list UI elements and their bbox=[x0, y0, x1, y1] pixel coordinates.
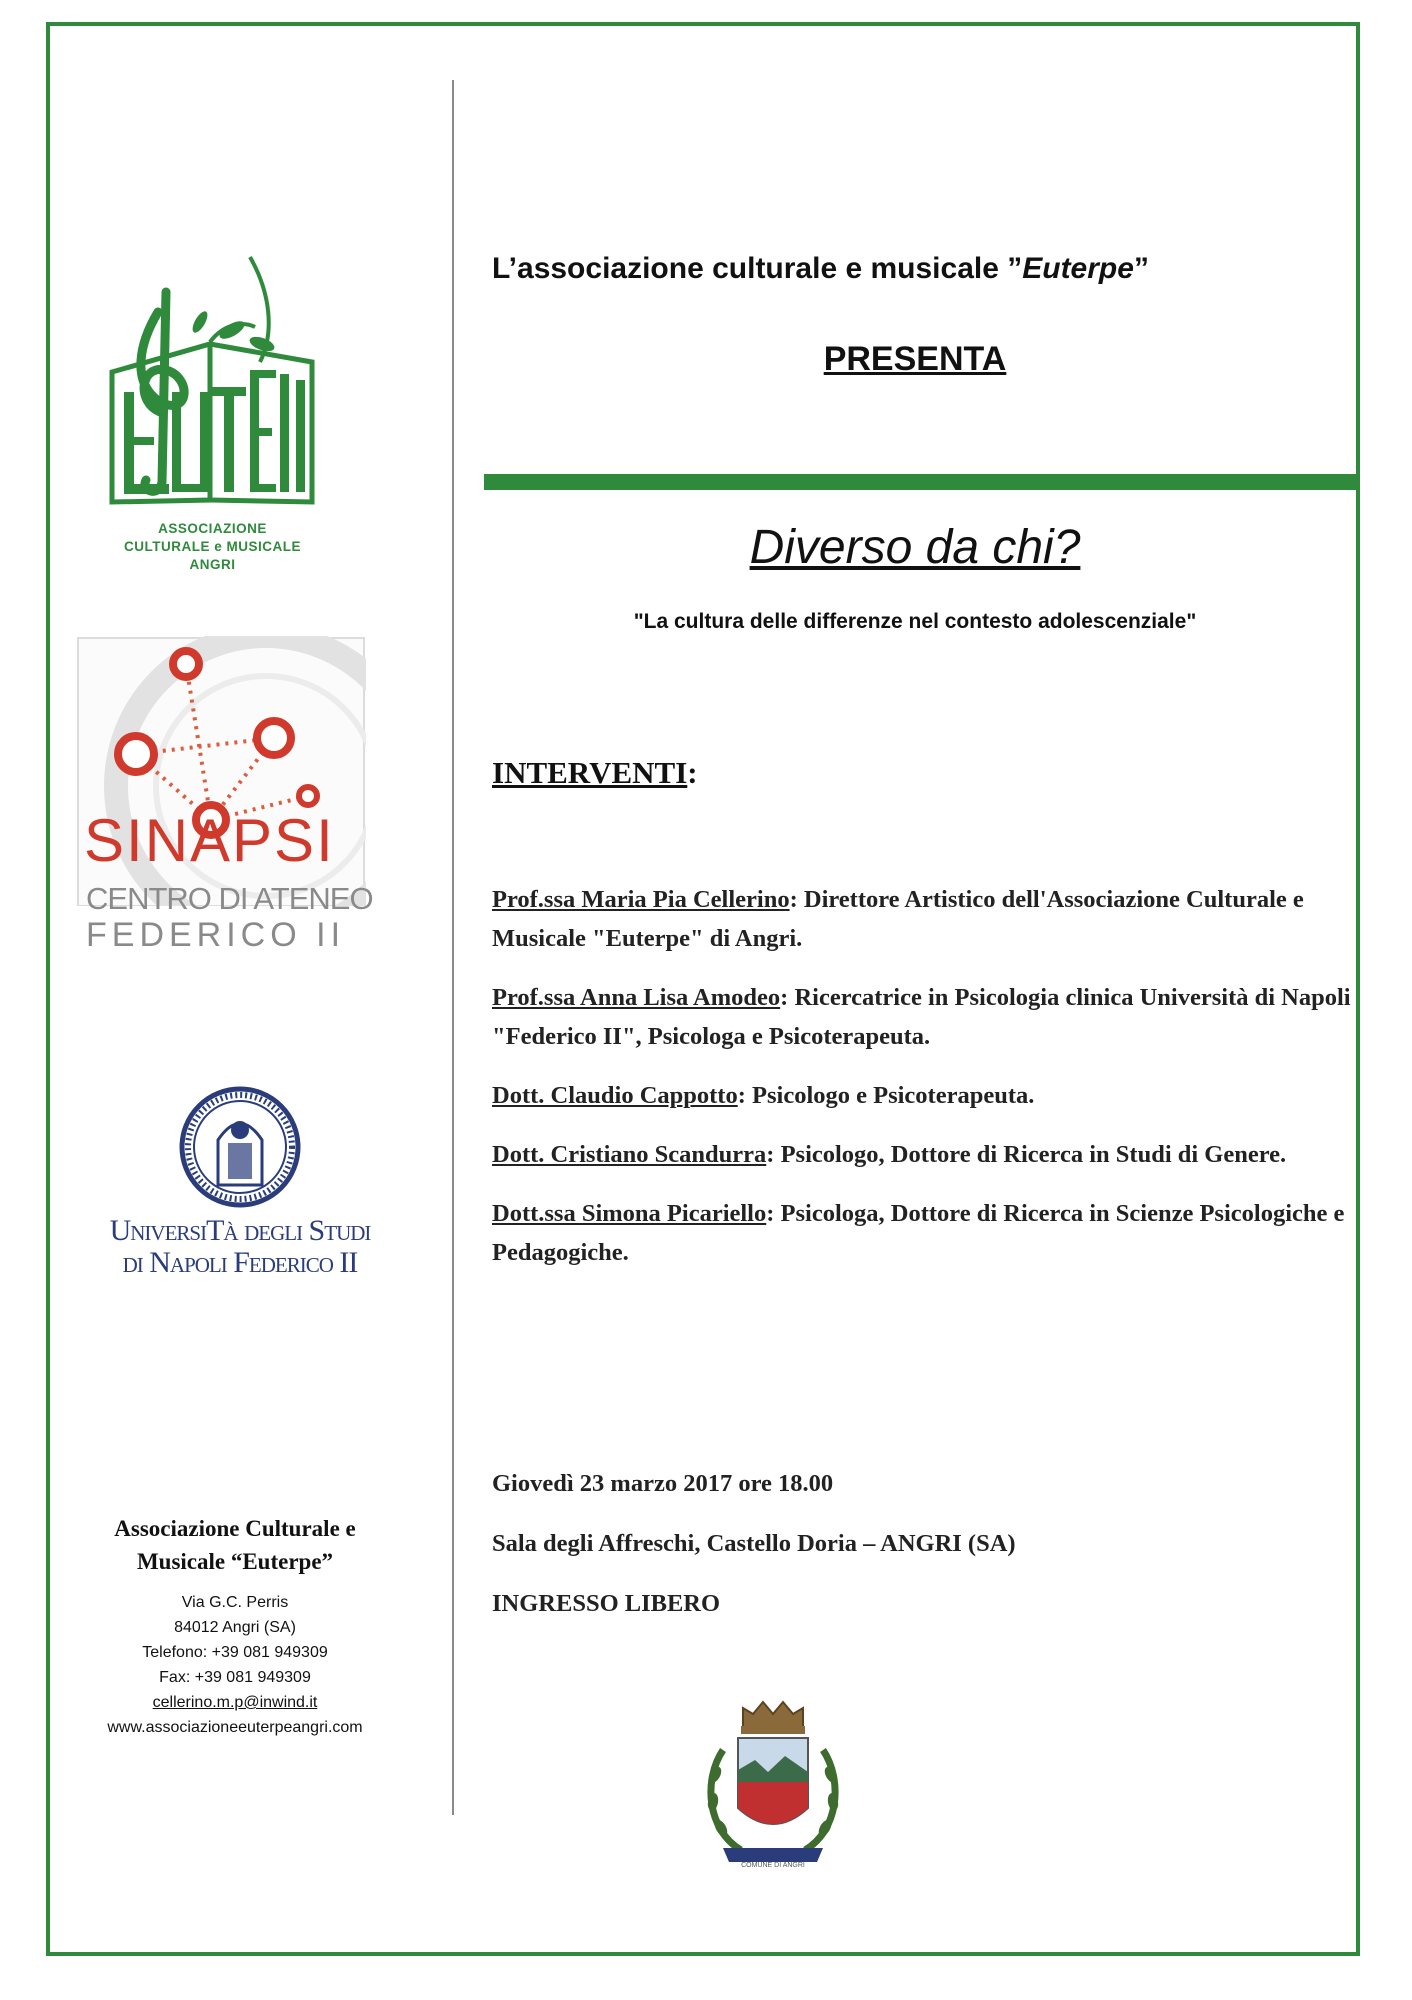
university-name-line: UniversiTà degli Studi bbox=[109, 1214, 371, 1247]
event-details bbox=[492, 1470, 1352, 1650]
speaker-separator: : bbox=[789, 886, 798, 913]
association-contact bbox=[70, 1512, 400, 1740]
contact-website-link[interactable]: www.associazioneeuterpeangri.com bbox=[107, 1719, 363, 1736]
euterpe-emblem-icon bbox=[100, 252, 325, 517]
angri-crest bbox=[693, 1690, 853, 1880]
contact-title-line: Associazione Culturale e bbox=[114, 1516, 356, 1541]
speaker-role: Psicologa, Dottore di Ricerca in Scienze Psicologiche e Pedagogiche. bbox=[492, 1200, 1345, 1266]
interventi-label: INTERVENTI bbox=[492, 755, 688, 790]
sinapsi-subtitle: CENTRO DI ATENEO bbox=[86, 881, 373, 916]
speaker-item bbox=[492, 978, 1362, 1056]
event-title: Diverso da chi? bbox=[749, 521, 1081, 574]
speaker-separator: : bbox=[766, 1141, 775, 1168]
speaker-name: Dott. Cristiano Scandurra bbox=[492, 1141, 767, 1168]
contact-address: Via G.C. Perris bbox=[181, 1594, 289, 1611]
event-subtitle: "La cultura delle differenze nel contesto adolescenziale" bbox=[633, 610, 1197, 633]
contact-fax: Fax: +39 081 949309 bbox=[159, 1669, 311, 1686]
speaker-separator: : bbox=[780, 984, 789, 1011]
euterpe-caption-line: ANGRI bbox=[189, 557, 236, 572]
sinapsi-subtitle: FEDERICO II bbox=[86, 916, 346, 954]
euterpe-caption-line: CULTURALE e MUSICALE bbox=[124, 539, 301, 554]
event-date: Giovedì 23 marzo 2017 ore 18.00 bbox=[492, 1470, 834, 1497]
interventi-heading bbox=[492, 755, 698, 791]
euterpe-caption bbox=[100, 520, 325, 574]
column-divider bbox=[452, 80, 454, 1815]
speaker-separator: : bbox=[737, 1082, 746, 1109]
interventi-colon: : bbox=[687, 755, 698, 790]
presenta-heading: PRESENTA bbox=[823, 340, 1007, 378]
speaker-role: Psicologo e Psicoterapeuta. bbox=[745, 1082, 1035, 1109]
contact-title-line: Musicale “Euterpe” bbox=[136, 1549, 334, 1574]
presenter-name: Euterpe bbox=[1022, 252, 1134, 285]
university-seal-icon bbox=[100, 1085, 380, 1210]
speaker-name: Dott.ssa Simona Picariello bbox=[492, 1200, 767, 1227]
speaker-role: Psicologo, Dottore di Ricerca in Studi di Genere. bbox=[774, 1141, 1287, 1168]
speaker-name: Dott. Claudio Cappotto bbox=[492, 1082, 738, 1109]
sinapsi-logo bbox=[76, 636, 373, 986]
speaker-item bbox=[492, 1135, 1362, 1174]
speaker-item bbox=[492, 1076, 1362, 1115]
contact-phone: Telefono: +39 081 949309 bbox=[142, 1644, 328, 1661]
euterpe-logo bbox=[100, 252, 325, 587]
university-name-line: di Napoli Federico II bbox=[122, 1246, 358, 1279]
speaker-name: Prof.ssa Anna Lisa Amodeo bbox=[492, 984, 781, 1011]
university-logo bbox=[100, 1085, 380, 1295]
contact-address: 84012 Angri (SA) bbox=[174, 1619, 296, 1636]
speaker-item bbox=[492, 1194, 1362, 1272]
event-venue: Sala degli Affreschi, Castello Doria – ANGRI (SA) bbox=[492, 1530, 1016, 1557]
speaker-role: Direttore Artistico dell'Associazione Culturale e Musicale "Euterpe" di Angri. bbox=[492, 886, 1304, 952]
presenter-suffix: ” bbox=[1133, 252, 1149, 285]
speaker-item bbox=[492, 880, 1362, 958]
speakers-list bbox=[492, 880, 1362, 1292]
speaker-role: Ricercatrice in Psicologia clinica Università di Napoli "Federico II", Psicologa e Psicoterapeuta. bbox=[492, 984, 1351, 1050]
presenter-prefix: L’associazione culturale e musicale ” bbox=[492, 252, 1023, 285]
sinapsi-wordmark: SINAPSI bbox=[84, 807, 335, 874]
presenter-line bbox=[492, 252, 1352, 286]
crest-caption: COMUNE DI ANGRI bbox=[741, 1862, 805, 1869]
green-divider bbox=[484, 474, 1358, 490]
contact-title bbox=[70, 1512, 400, 1578]
speaker-name: Prof.ssa Maria Pia Cellerino bbox=[492, 886, 790, 913]
municipal-crest-icon bbox=[693, 1690, 853, 1880]
euterpe-caption-line: ASSOCIAZIONE bbox=[158, 521, 267, 536]
contact-email-link[interactable]: cellerino.m.p@inwind.it bbox=[152, 1694, 318, 1711]
event-entry: INGRESSO LIBERO bbox=[492, 1590, 721, 1617]
speaker-separator: : bbox=[766, 1200, 775, 1227]
